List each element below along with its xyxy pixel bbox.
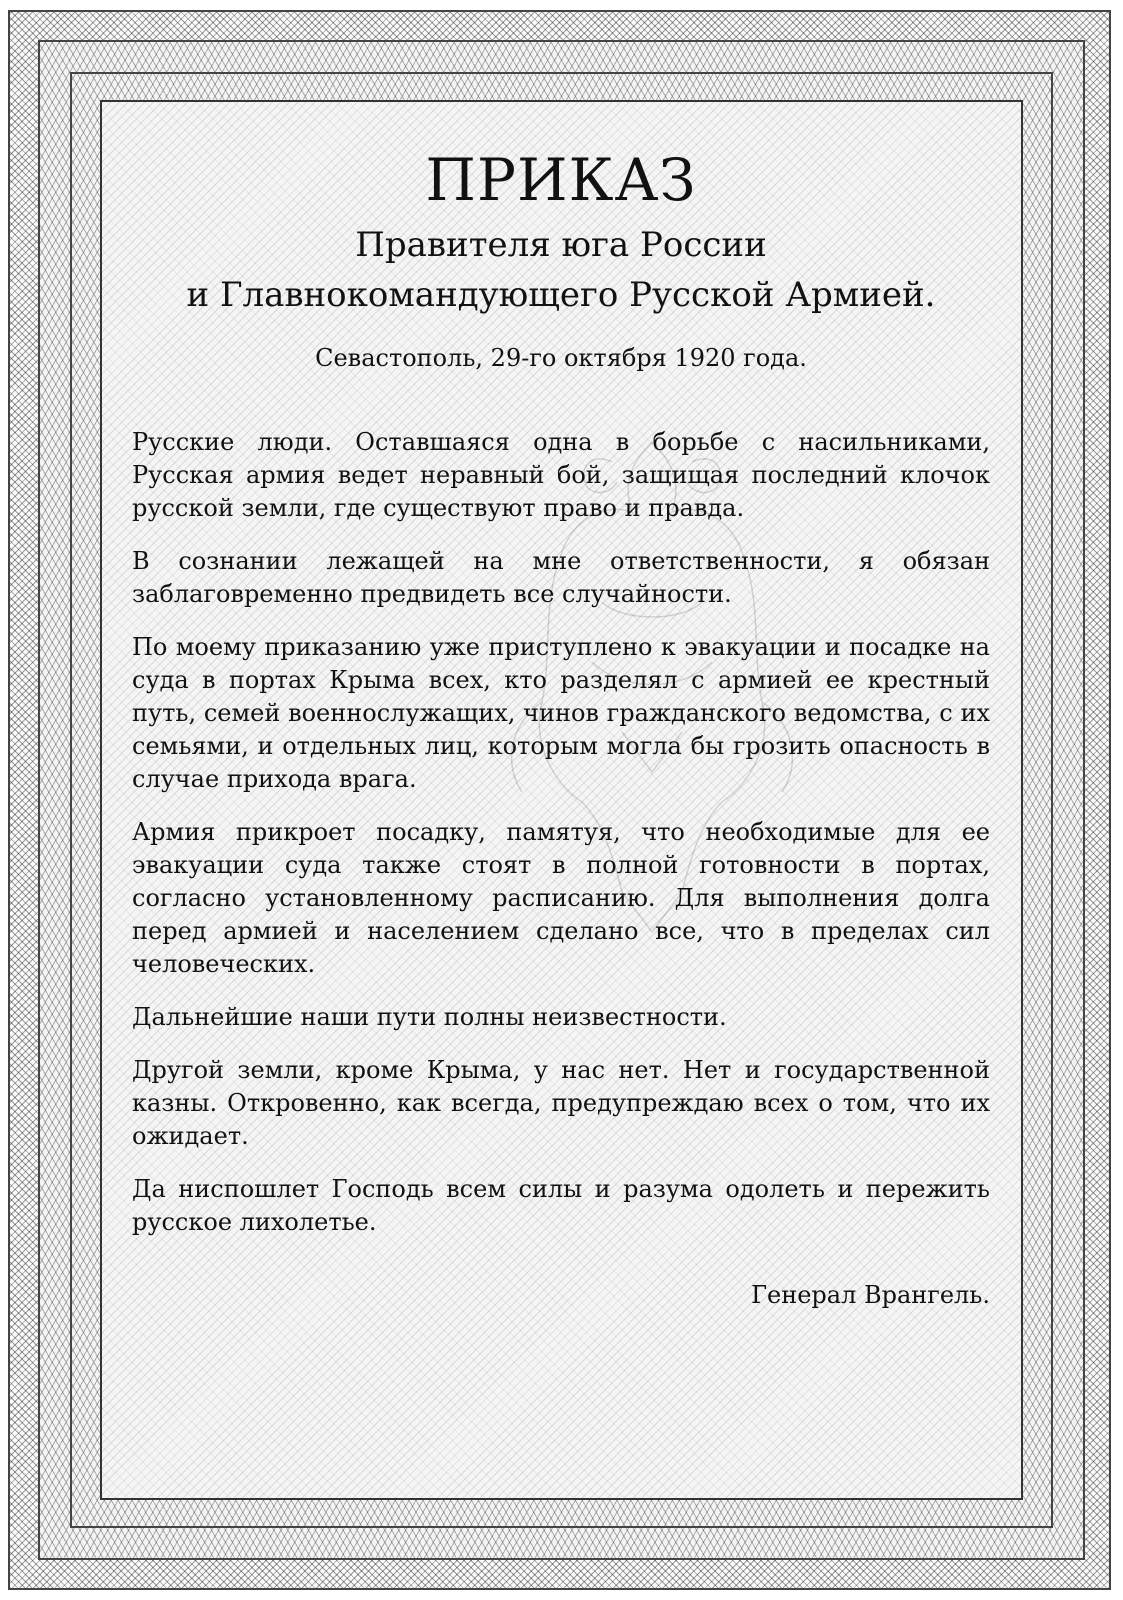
signature: Генерал Врангель. <box>751 1281 990 1309</box>
paragraph: Русские люди. Оставшаяся одна в борьбе с насильниками, Русская армия ведет неравный бой, защищая последний клочок русской земли, где существуют право и правда. <box>132 428 990 522</box>
paragraph: Дальнейшие наши пути полны неизвестности. <box>132 1003 727 1031</box>
document-title: ПРИКАЗ <box>425 146 697 214</box>
paragraph: В сознании лежащей на мне ответственности, я обязан заблаговременно предвидеть все случайности. <box>132 547 990 608</box>
paragraph: Другой земли, кроме Крыма, у нас нет. Нет и государственной казны. Откровенно, как всегда, предупреждаю всех о том, что их ожидает. <box>132 1056 990 1150</box>
paragraph: Да ниспошлет Господь всем силы и разума одолеть и пережить русское лихолетье. <box>132 1175 990 1236</box>
document-subtitle-line-2: и Главнокомандующего Русской Армией. <box>186 275 936 315</box>
document-subtitle-line-1: Правителя юга России <box>355 225 767 265</box>
paragraph: Армия прикроет посадку, памятуя, что необходимые для ее эвакуации суда также стоят в полной готовности в портах, согласно установленному расписанию. Для выполнения долга перед армией и населением сделано все, что в пределах сил человеческих. <box>132 818 990 978</box>
order-content <box>132 140 990 1336</box>
place-and-date: Севастополь, 29-го октября 1920 года. <box>315 344 807 372</box>
paragraph: По моему приказанию уже приступлено к эвакуации и посадке на суда в портах Крыма всех, кто разделял с армией ее крестный путь, семей военнослужащих, чинов гражданского ведомства, с их семьями, и отдельных лиц, которым могла бы грозить опасность в случае прихода врага. <box>132 633 990 793</box>
